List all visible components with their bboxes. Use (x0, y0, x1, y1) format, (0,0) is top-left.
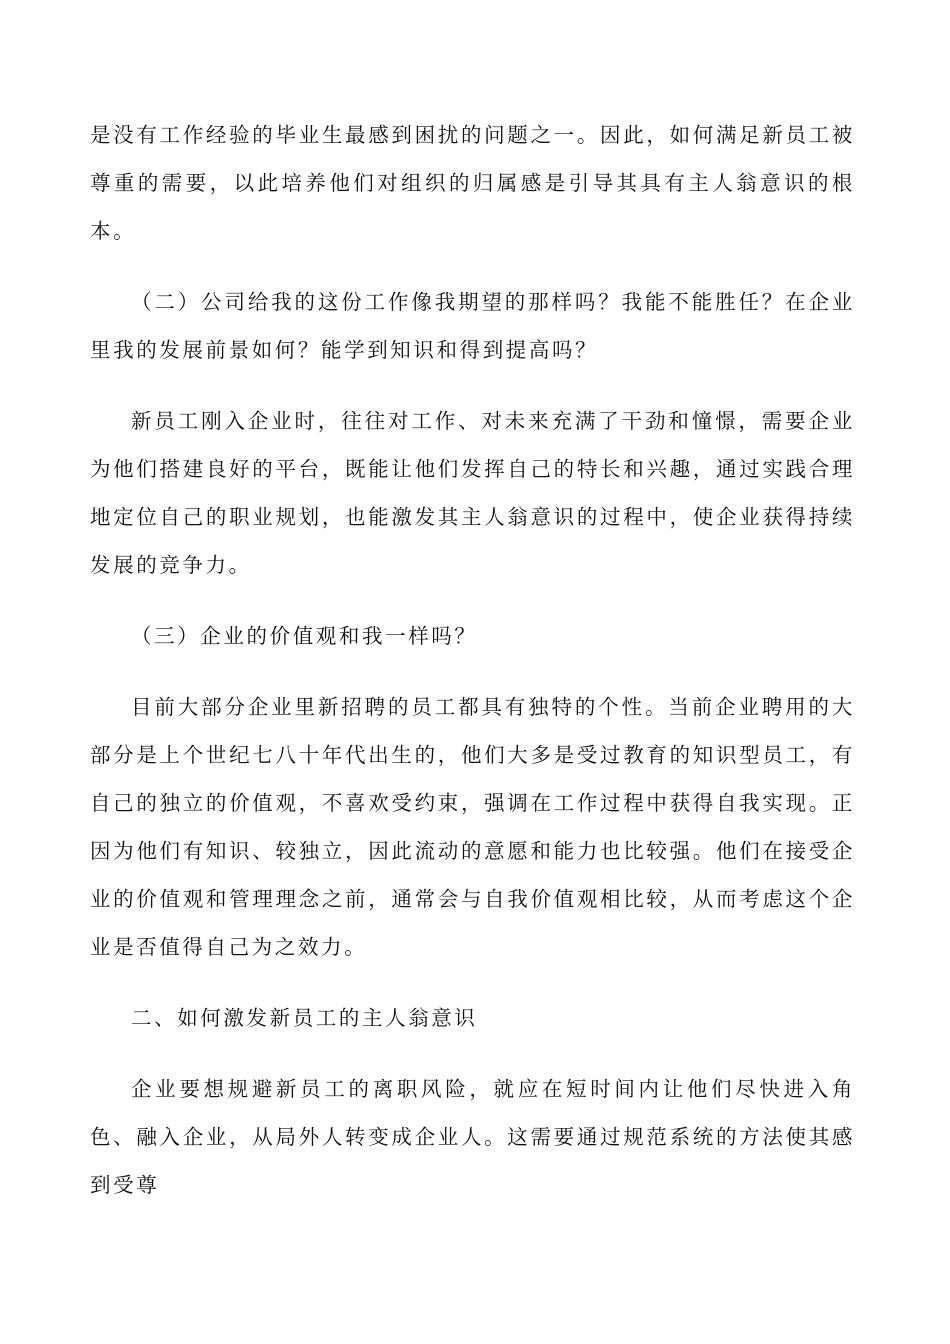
paragraph: 企业要想规避新员工的离职风险，就应在短时间内让他们尽快进入角色、融入企业，从局外人转变成企业人。这需要通过规范系统的方法使其感到受尊 (90, 1077, 855, 1197)
paragraph: 目前大部分企业里新招聘的员工都具有独特的个性。当前企业聘用的大部分是上个世纪七八十年代出生的，他们大多是受过教育的知识型员工，有自己的独立的价值观，不喜欢受约束，强调在工作过程中获得自我实现。正因为他们有知识、较独立，因此流动的意愿和能力也比较强。他们在接受企业的价值观和管理理念之前，通常会与自我价值观相比较，从而考虑这个企业是否值得自己为之效力。 (90, 695, 855, 959)
section-heading: 二、如何激发新员工的主人翁意识 (131, 1006, 478, 1030)
document-body (90, 111, 855, 1232)
subheading-three: （三）企业的价值观和我一样吗？ (131, 624, 478, 648)
subheading-two: （二）公司给我的这份工作像我期望的那样吗？我能不能胜任？在企业里我的发展前景如何？能学到知识和得到提高吗？ (90, 290, 855, 362)
paragraph: 新员工刚入企业时，往往对工作、对未来充满了干劲和憧憬，需要企业为他们搭建良好的平台，既能让他们发挥自己的特长和兴趣，通过实践合理地定位自己的职业规划，也能激发其主人翁意识的过程中，使企业获得持续发展的竞争力。 (90, 409, 855, 577)
paragraph-continuation: 是没有工作经验的毕业生最感到困扰的问题之一。因此，如何满足新员工被尊重的需要，以此培养他们对组织的归属感是引导其具有主人翁意识的根本。 (90, 123, 855, 243)
